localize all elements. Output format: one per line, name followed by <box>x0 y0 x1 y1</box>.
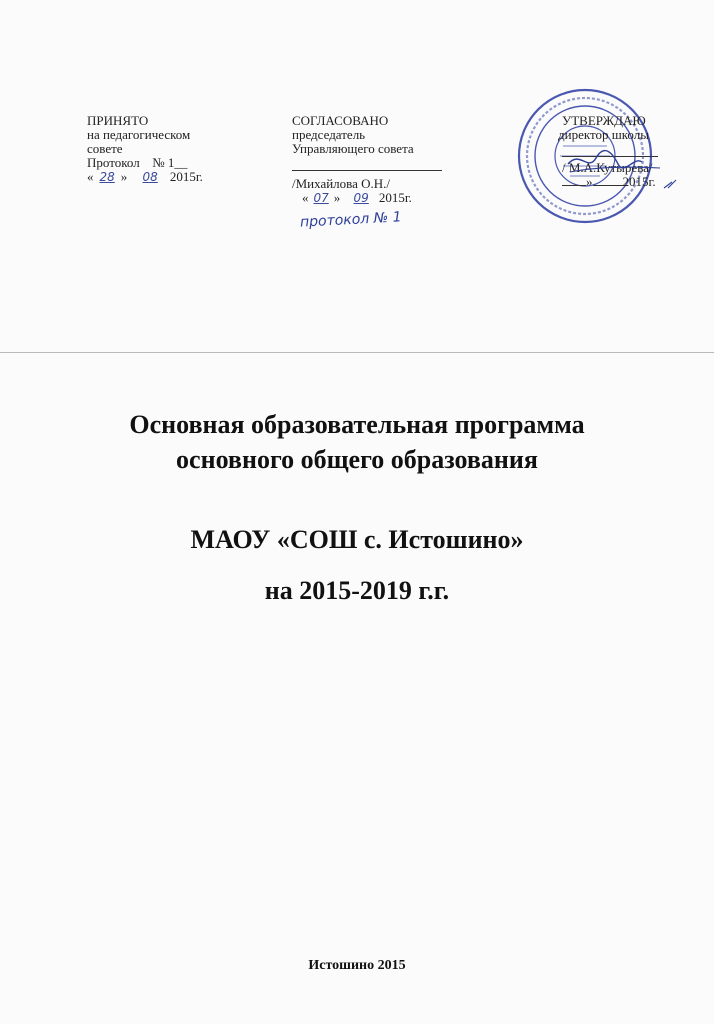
handwritten-protocol-note: протокол № 1 <box>299 209 403 231</box>
director-signature <box>560 142 680 192</box>
accepted-protocol <box>87 156 203 170</box>
date-close-quote: » <box>333 190 341 205</box>
date-day: 07 <box>313 191 329 205</box>
protocol-label: Протокол <box>87 155 140 170</box>
date-year: 2015г. <box>169 169 203 184</box>
date-month: 09 <box>353 191 369 205</box>
agreed-name: /Михайлова О.Н./ <box>292 176 391 191</box>
protocol-number: № 1__ <box>152 155 188 170</box>
date-day: 28 <box>99 170 115 184</box>
title-line1: Основная образовательная программа <box>129 410 585 439</box>
accepted-line2: совете <box>87 141 123 156</box>
agreed-heading: СОГЛАСОВАНО <box>292 113 389 128</box>
date-close-quote: » <box>120 169 128 184</box>
agreed-signature-line <box>292 156 442 171</box>
agreed-block <box>292 114 442 205</box>
accepted-heading: ПРИНЯТО <box>87 113 149 128</box>
date-close-quote: » <box>586 174 593 189</box>
footer-place-year: Истошино 2015 <box>308 958 406 973</box>
approved-heading: УТВЕРЖДАЮ <box>562 113 646 128</box>
date-open-quote: « <box>87 169 94 184</box>
agreed-line1: председатель <box>292 127 366 142</box>
scan-divider <box>0 352 714 353</box>
agreed-line2: Управляющего совета <box>292 141 414 156</box>
date-open-quote: « <box>302 190 309 205</box>
date-month: 08 <box>142 170 158 184</box>
accepted-block <box>87 114 203 184</box>
approved-name: / М.А.Кутырева/ <box>562 160 653 175</box>
title-line3: МАОУ «СОШ с. Истошино» <box>190 525 524 554</box>
date-year: 2015г. <box>622 174 656 189</box>
title-line2: основного общего образования <box>176 445 538 474</box>
accepted-date <box>87 170 203 184</box>
date-year: 2015г. <box>378 190 412 205</box>
title-line4: на 2015-2019 г.г. <box>264 576 450 605</box>
approved-line1: директор школы <box>558 127 649 142</box>
agreed-date <box>292 191 442 205</box>
accepted-line1: на педагогическом <box>87 127 191 142</box>
